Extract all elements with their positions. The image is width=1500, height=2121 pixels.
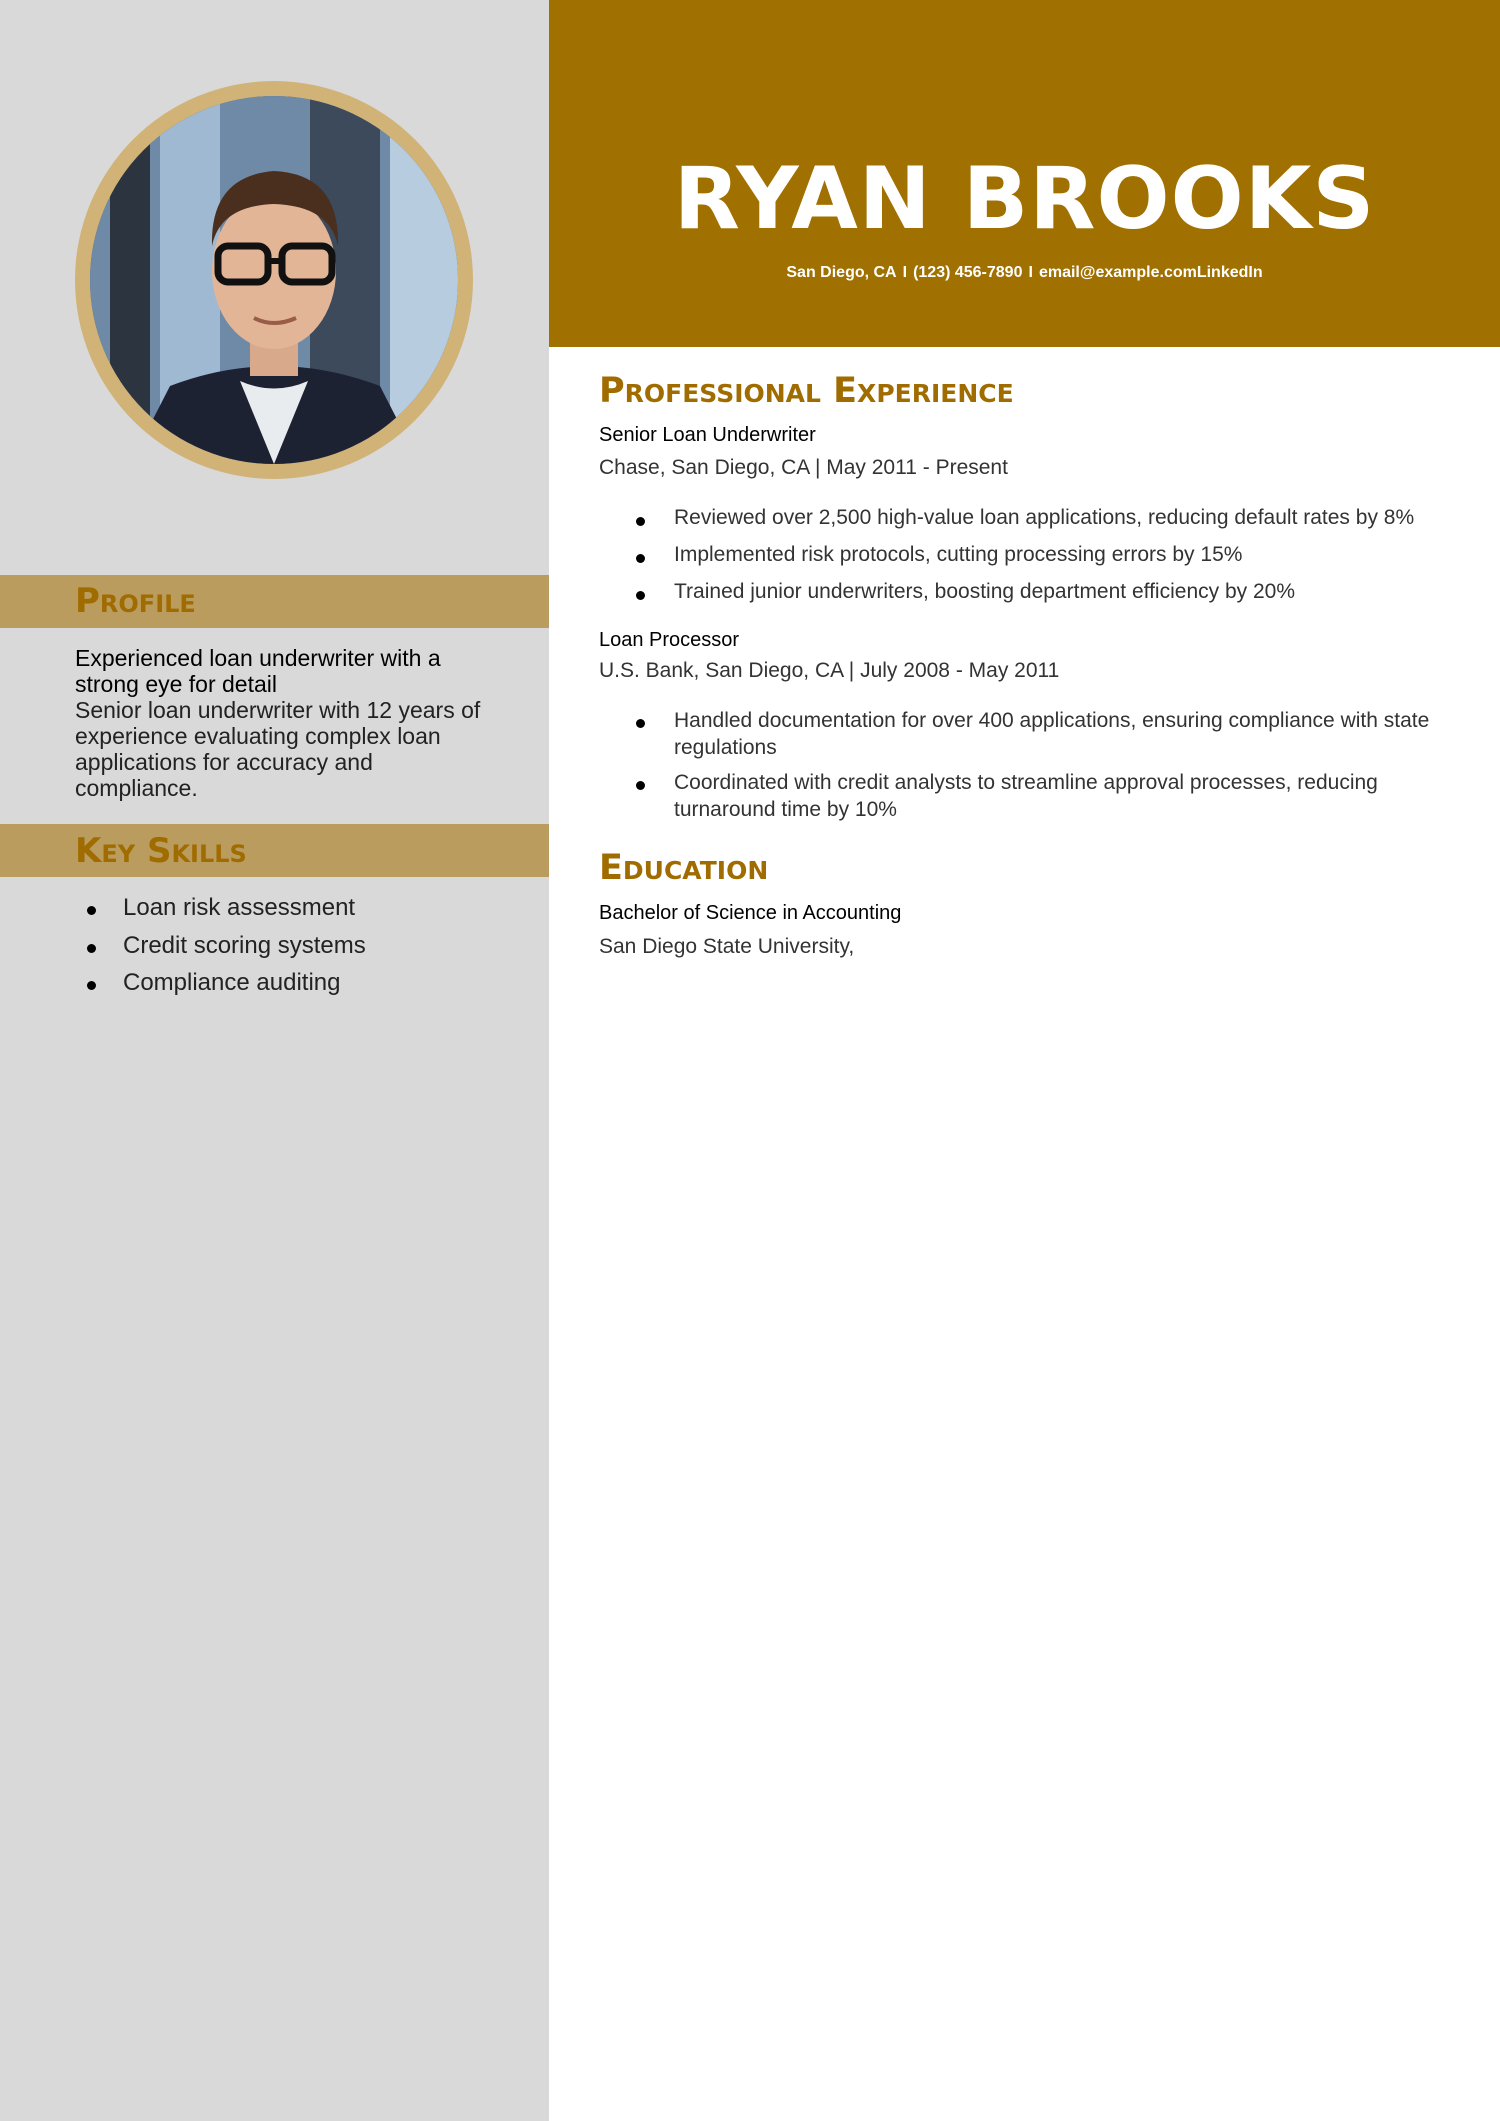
contact-phone: (123) 456-7890 xyxy=(913,264,1023,281)
skills-list xyxy=(75,893,366,1006)
job-bullet: Implemented risk protocols, cutting processing errors by 15% xyxy=(599,536,1459,573)
candidate-name: RYAN BROOKS xyxy=(673,149,1376,249)
contact-location: San Diego, CA xyxy=(786,264,897,281)
contact-separator: I xyxy=(902,264,908,281)
skill-item: Loan risk assessment xyxy=(75,893,366,931)
skill-item: Credit scoring systems xyxy=(75,931,366,969)
job-bullet: Reviewed over 2,500 high-value loan applications, reducing default rates by 8% xyxy=(599,499,1459,536)
contact-line xyxy=(549,264,1500,282)
job-title: Loan Processor xyxy=(599,629,740,651)
job-bullet: Trained junior underwriters, boosting department efficiency by 20% xyxy=(599,573,1459,610)
contact-separator: I xyxy=(1028,264,1033,281)
job-meta: Chase, San Diego, CA | May 2011 - Present xyxy=(599,456,1008,479)
skills-title: Key Skills xyxy=(75,831,247,871)
contact-email: email@example.comLinkedIn xyxy=(1038,264,1263,281)
job-meta: U.S. Bank, San Diego, CA | July 2008 - May 2011 xyxy=(599,659,1060,682)
education-school: San Diego State University, xyxy=(599,935,855,958)
profile-title: Profile xyxy=(75,581,196,621)
job-bullet: Handled documentation for over 400 applications, ensuring compliance with state regulations xyxy=(599,707,1459,761)
profile-headline: Experienced loan underwriter with a strong eye for detail xyxy=(75,645,441,697)
job-bullet: Coordinated with credit analysts to streamline approval processes, reducing turnaround time by 10% xyxy=(599,769,1459,823)
education-title: Education xyxy=(599,848,769,888)
job-bullets xyxy=(599,499,1459,610)
profile-summary: Senior loan underwriter with 12 years of experience evaluating complex loan applications for accuracy and compliance. xyxy=(75,697,481,801)
profile-photo xyxy=(90,96,458,464)
education-degree: Bachelor of Science in Accounting xyxy=(599,902,902,924)
skill-item: Compliance auditing xyxy=(75,968,366,1006)
job-title: Senior Loan Underwriter xyxy=(599,424,816,446)
experience-title: Professional Experience xyxy=(599,371,1014,411)
job-bullets xyxy=(599,707,1459,831)
